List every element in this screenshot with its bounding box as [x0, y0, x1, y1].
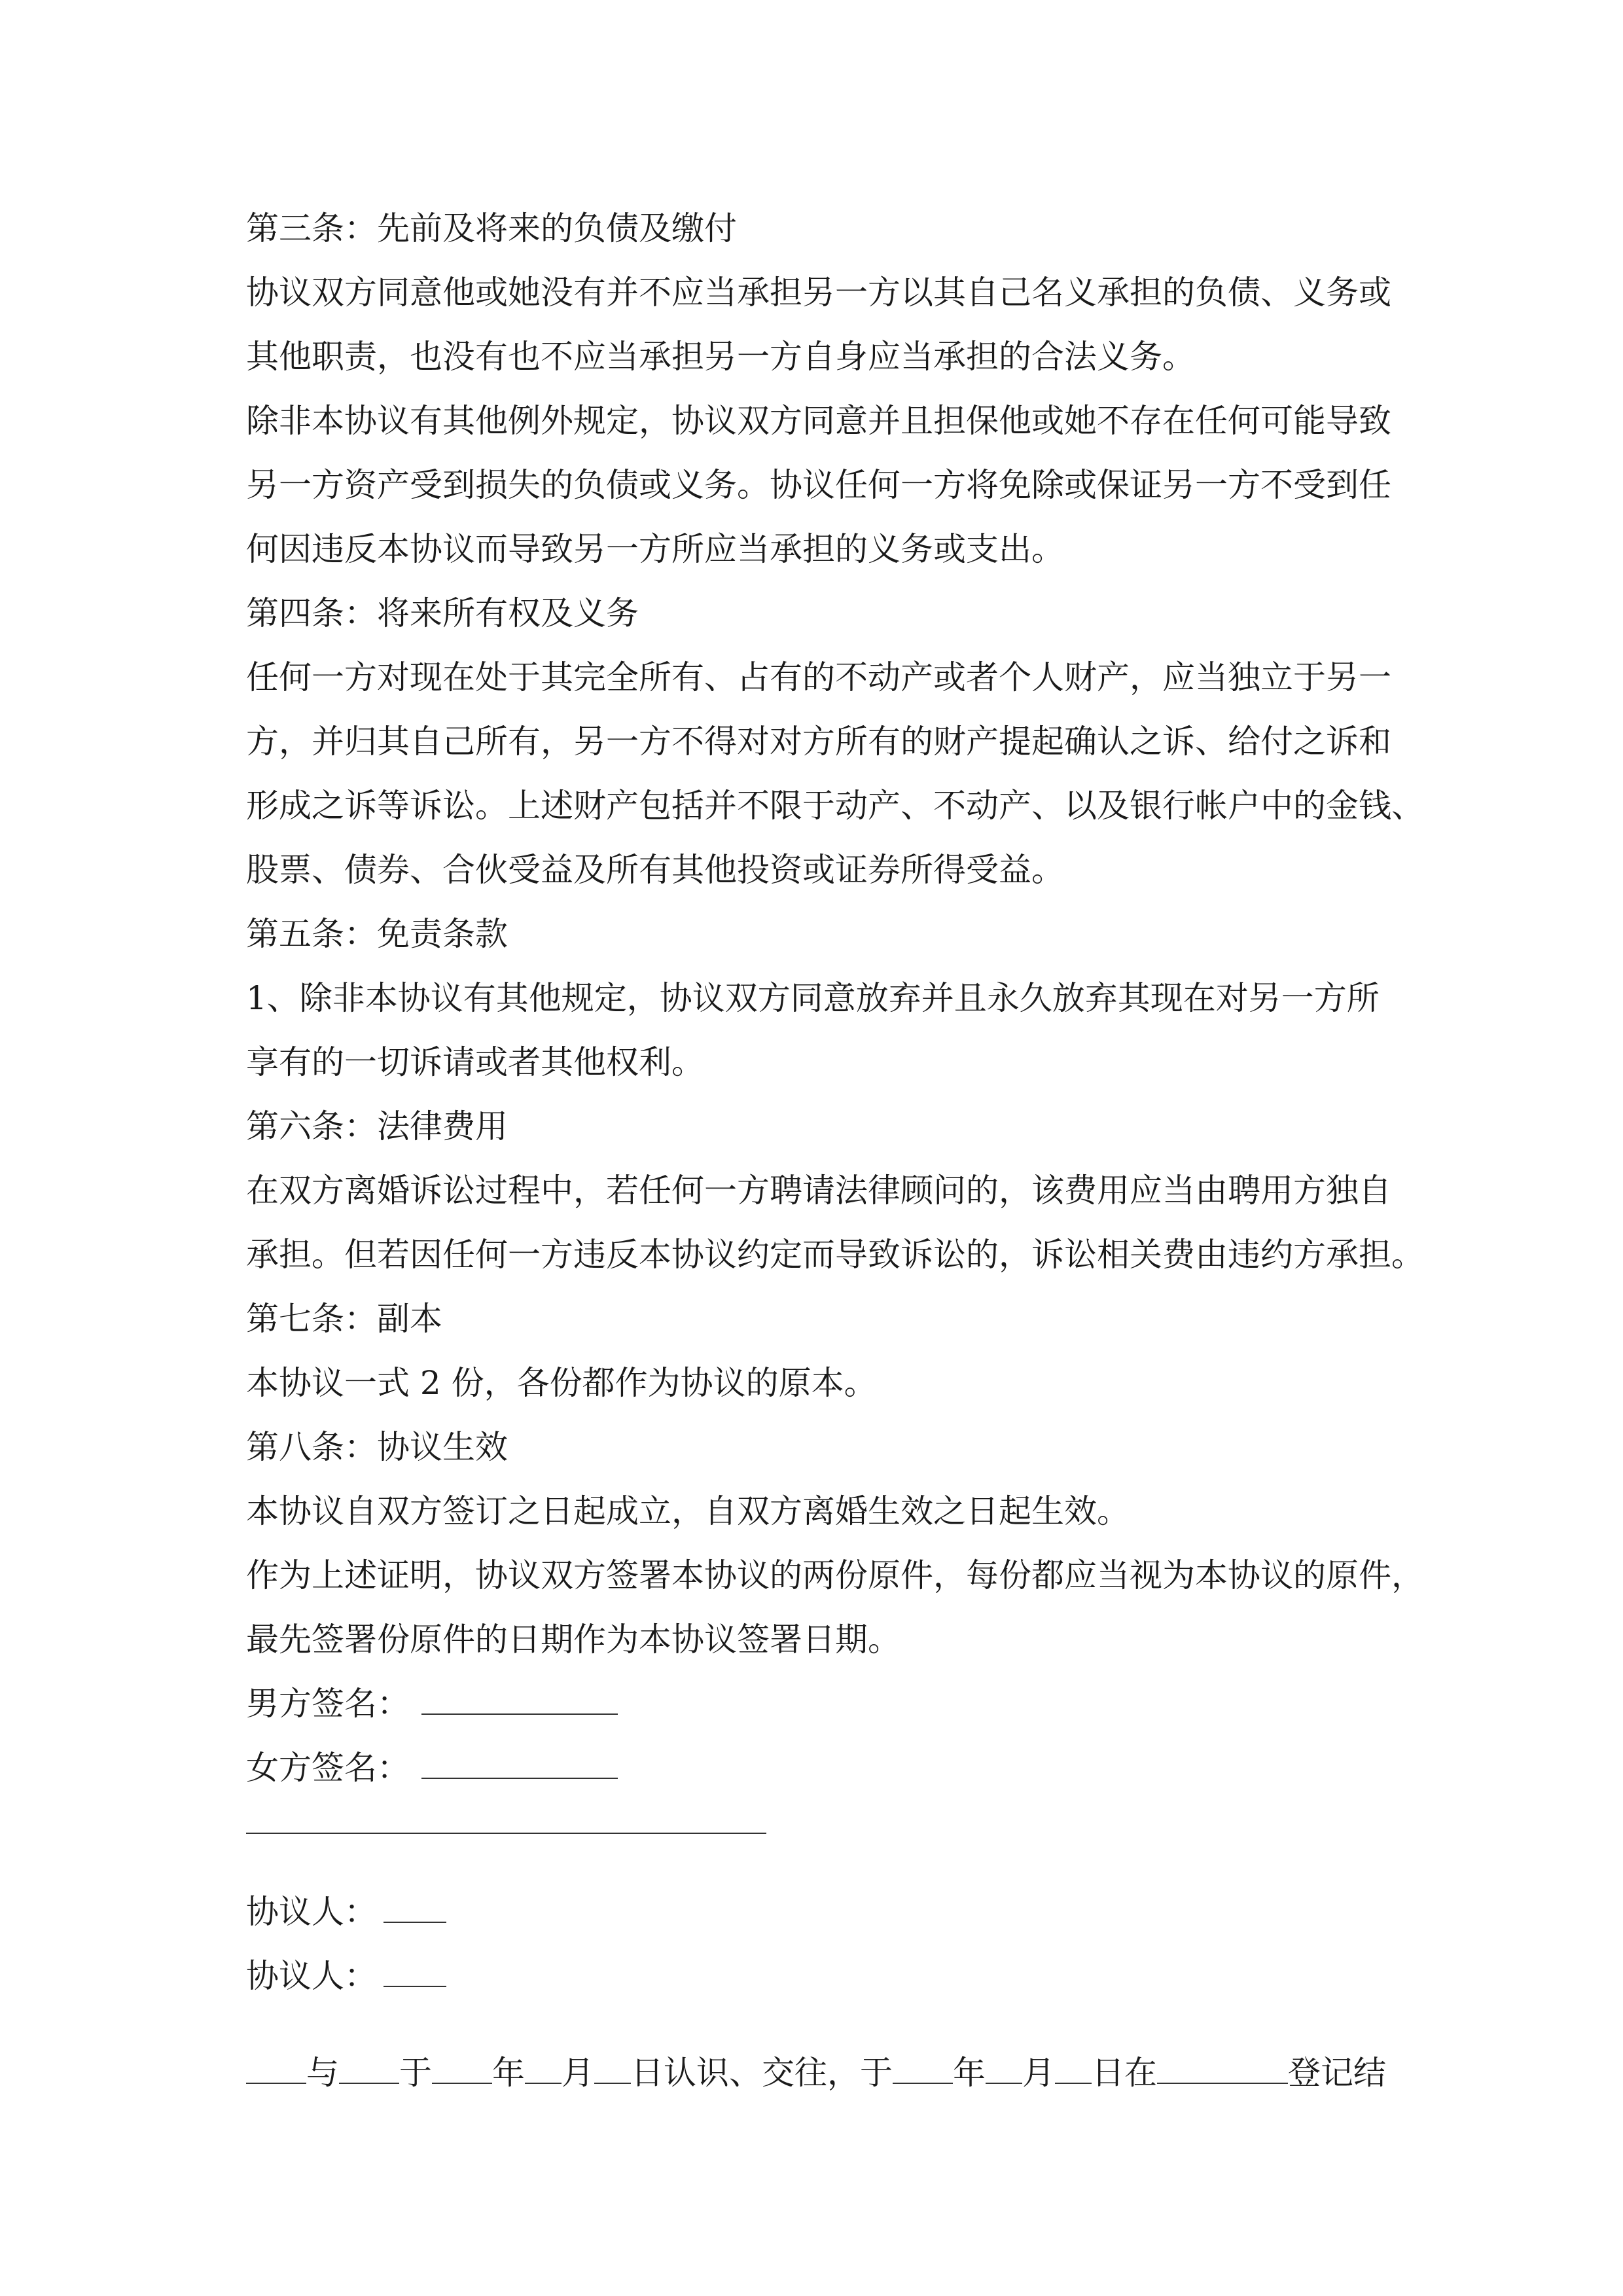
male-signature-blank[interactable] — [421, 1676, 618, 1715]
blank-day-2[interactable] — [1055, 2045, 1092, 2084]
intro-word: 年 — [953, 2054, 986, 2092]
blank-name-2[interactable] — [339, 2045, 399, 2084]
intro-word: 登记结 — [1288, 2054, 1386, 2092]
blank-day-1[interactable] — [594, 2045, 631, 2084]
intro-word: 与 — [306, 2054, 339, 2092]
party-1-blank[interactable] — [383, 1884, 446, 1923]
intro-word: 月 — [562, 2054, 594, 2092]
document-page — [246, 196, 1424, 2138]
intro-word: 日认识、交往，于 — [631, 2054, 893, 2092]
blank-name-1[interactable] — [246, 2045, 306, 2084]
article-4-line: 形成之诉等诉讼。上述财产包括并不限于动产、不动产、以及银行帐户中的金钱、 — [246, 787, 1424, 825]
article-3-line: 协议双方同意他或她没有并不应当承担另一方以其自己名义承担的负债、义务或 — [246, 274, 1391, 312]
intro-word: 月 — [1022, 2054, 1055, 2092]
intro-word: 日在 — [1092, 2054, 1157, 2092]
article-3-line: 何因违反本协议而导致另一方所应当承担的义务或支出。 — [246, 530, 1064, 568]
section-divider — [246, 1833, 766, 1834]
article-6-line: 在双方离婚诉讼过程中，若任何一方聘请法律顾问的，该费用应当由聘用方独自 — [246, 1172, 1391, 1210]
article-6-line: 承担。但若因任何一方违反本协议约定而导致诉讼的，诉讼相关费由违约方承担。 — [246, 1236, 1424, 1274]
article-8-line: 本协议自双方签订之日起成立，自双方离婚生效之日起生效。 — [246, 1492, 1130, 1530]
article-4-line: 方，并归其自己所有，另一方不得对对方所有的财产提起确认之诉、给付之诉和 — [246, 723, 1391, 761]
female-signature-row — [246, 1736, 1378, 1800]
party-2-label: 协议人： — [246, 1957, 377, 1995]
article-4-line: 股票、债券、合伙受益及所有其他投资或证券所得受益。 — [246, 851, 1064, 889]
female-signature-blank[interactable] — [421, 1740, 618, 1779]
female-signature-label: 女方签名： — [246, 1749, 410, 1787]
party-1-label: 协议人： — [246, 1893, 377, 1931]
article-8-line: 作为上述证明，协议双方签署本协议的两份原件，每份都应当视为本协议的原件， — [246, 1556, 1424, 1594]
male-signature-label: 男方签名： — [246, 1685, 410, 1723]
article-4-line: 任何一方对现在处于其完全所有、占有的不动产或者个人财产，应当独立于另一 — [246, 658, 1391, 696]
article-3-line: 除非本协议有其他例外规定，协议双方同意并且担保他或她不存在任何可能导致 — [246, 402, 1391, 440]
article-8-line: 最先签署份原件的日期作为本协议签署日期。 — [246, 1621, 901, 1659]
article-6-title: 第六条：法律费用 — [246, 1107, 508, 1145]
intro-word: 年 — [492, 2054, 525, 2092]
article-3-line: 另一方资产受到损失的负债或义务。协议任何一方将免除或保证另一方不受到任 — [246, 466, 1391, 504]
article-3-title: 第三条：先前及将来的负债及缴付 — [246, 209, 737, 247]
party-2-blank[interactable] — [383, 1948, 446, 1987]
article-5-title: 第五条：免责条款 — [246, 915, 508, 953]
party-2-row — [246, 1944, 1378, 2008]
blank-month-1[interactable] — [525, 2045, 562, 2084]
party-1-row — [246, 1880, 1378, 1944]
blank-year-1[interactable] — [432, 2045, 492, 2084]
blank-year-2[interactable] — [893, 2045, 953, 2084]
article-7-line: 本协议一式 2 份，各份都作为协议的原本。 — [246, 1364, 877, 1402]
article-7-title: 第七条：副本 — [246, 1300, 442, 1338]
article-4-title: 第四条：将来所有权及义务 — [246, 594, 639, 632]
article-8-title: 第八条：协议生效 — [246, 1428, 508, 1466]
article-5-line: 享有的一切诉请或者其他权利。 — [246, 1043, 704, 1081]
blank-month-2[interactable] — [986, 2045, 1022, 2084]
article-5-line: 1、除非本协议有其他规定，协议双方同意放弃并且永久放弃其现在对另一方所 — [246, 979, 1380, 1017]
blank-place[interactable] — [1157, 2045, 1288, 2084]
intro-word: 于 — [399, 2054, 432, 2092]
male-signature-row — [246, 1672, 1378, 1736]
intro-sentence — [246, 2041, 1386, 2105]
article-3-line: 其他职责，也没有也不应当承担另一方自身应当承担的合法义务。 — [246, 338, 1195, 376]
